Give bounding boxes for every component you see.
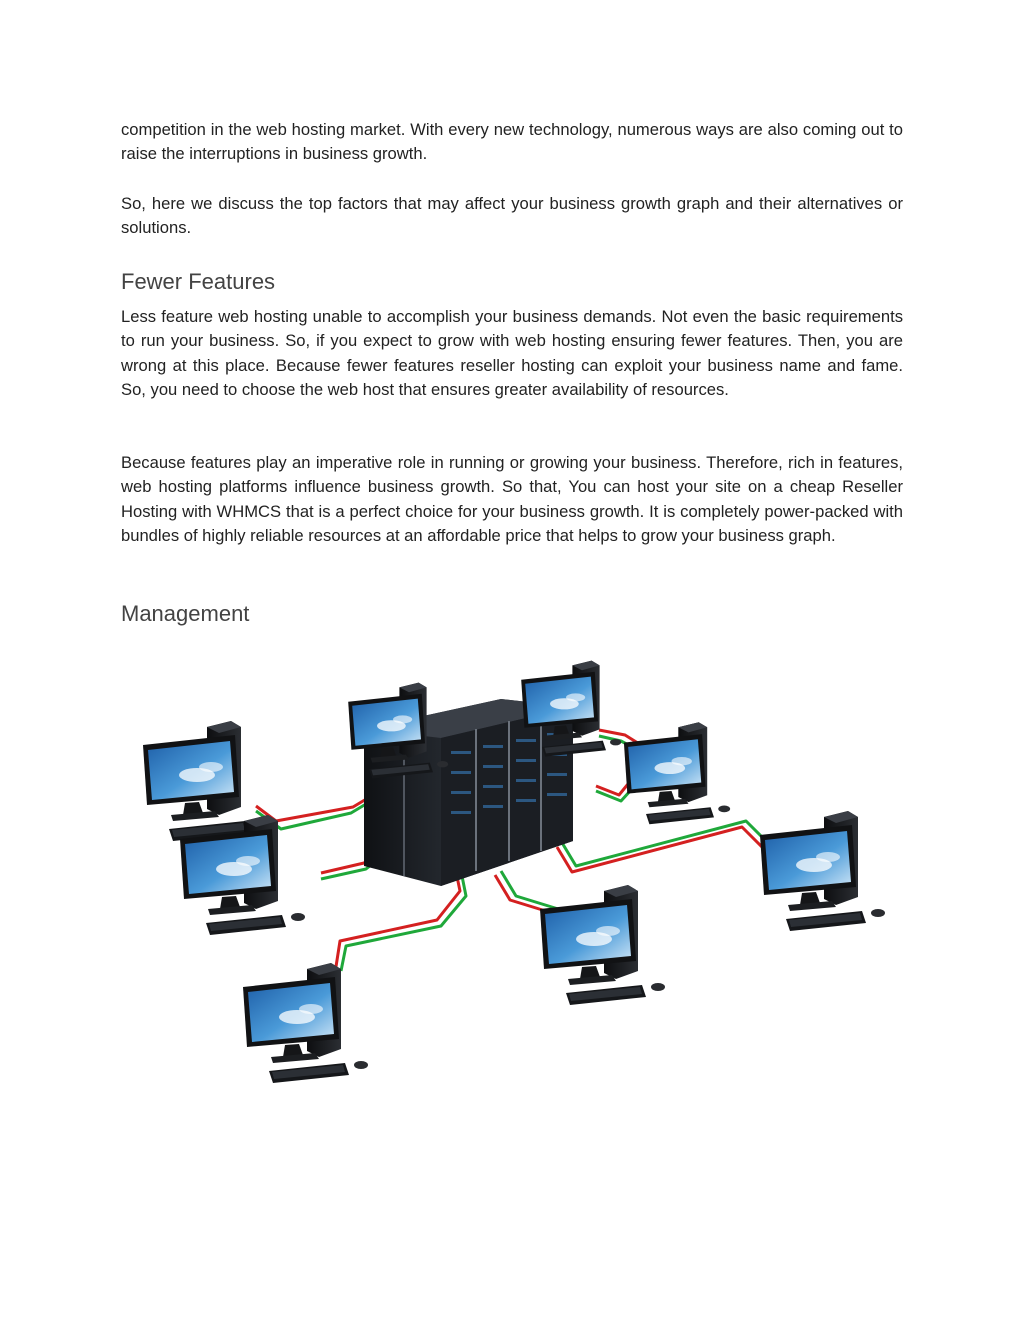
paragraph-rich-features: Because features play an imperative role in running or growing your business. Therefore, rich in features, web hosting platforms influence business growth. So that, You can host your site on a cheap Reseller Hosting with WHMCS that is a perfect choice for your business growth. It is completely power-packed with bundles of highly reliable resources at an affordable price that helps to grow your business graph. [121,453,903,546]
server-network-illustration [121,641,903,1165]
paragraph-fewer-features: Less feature web hosting unable to accomplish your business demands. Not even the basic requirements to run your business. So, if you expect to grow with web hosting ensuring fewer features. Then, you are wrong at this place. Because fewer features reseller hosting can exploit your business name and fame. So, you need to choose the web host that ensures greater availability of resources. [121,307,903,400]
heading-management: Management [121,601,250,626]
paragraph-intro-continued: competition in the web hosting market. With every new technology, numerous ways are also coming out to raise the interruptions in business growth. [121,120,903,164]
heading-fewer-features: Fewer Features [121,269,276,294]
paragraph-top-factors: So, here we discuss the top factors that may affect your business growth graph and their alternatives or solutions. [121,194,903,238]
